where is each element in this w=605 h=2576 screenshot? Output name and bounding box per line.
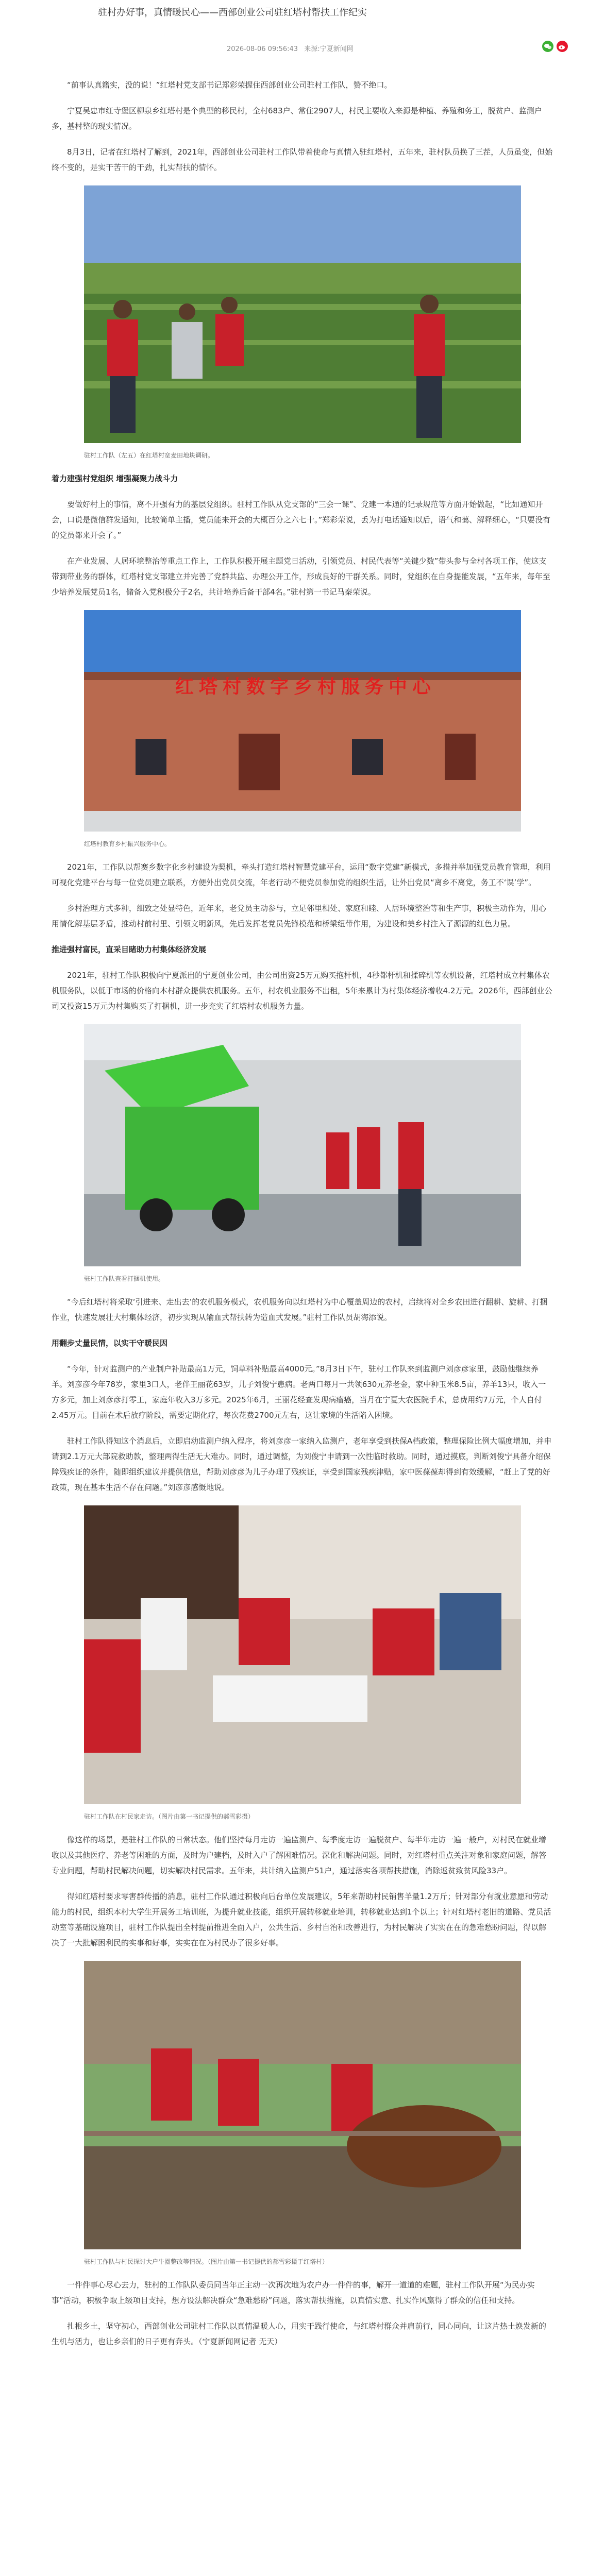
building-banner: 红塔村数字乡村服务中心 xyxy=(175,676,436,698)
section-heading: 用翻步丈量民情，以实干守暖民因 xyxy=(52,1338,168,1348)
paragraph: 2021年，驻村工作队积极向宁夏派出的宁夏创业公司，由公司出资25万元购买抱杆机，4秒都杆机和揉碎机等农机设备，红塔村成立村集体农机服务队，以低于市场的价格向本村群众提供农机服务。五年，村农机业服务不出租，5年来累计为村集体经济增收4.2万元。2026年，西部创业公司又投资15万元为村集购买了打捆机，进一步充实了红塔村农机服务力量。 xyxy=(52,971,552,1011)
article-title: 驻村办好事，真情暖民心——西部创业公司驻红塔村帮扶工作纪实 xyxy=(98,7,367,18)
paragraph: 得知红塔村要求零害群传播的消息，驻村工作队通过积极向后台单位发展建议，5年来帮助村民销售羊量1.2万斤；针对部分有就业意愿和劳动能力的村民，组织本村大学生开展务工培训班，为提升就业技能，组织开展转移就业培训，转移就业达到1个以上；针对红塔村老旧的道路、党员活动室等基础设施项目，驻村工作队提出全村提前推进全面入户，公共生活、乡村自治和改善进行，为村民解决了实实在在的急难愁盼问题，得以解决了一大批解困利民的实事和好事，实实在在为村民办了很多好事。 xyxy=(52,1892,551,1947)
publish-date: 2026-08-06 09:56:43 xyxy=(227,45,298,53)
paragraph: 像这样的场景，是驻村工作队的日常状态。他们坚持每月走访一遍监测户、每季度走访一遍脱贫户、每半年走访一遍一般户，对村民在就业增收以及其他医疗、养老等困难的方面，及时为户建档，及时入户了解困难情况。深化和解决问题。同时，对红塔村重点关注对象和家庭问题，解答专业问题，帮助村民解决问题，切实解决村民需求。五年来，共计纳入监测户51户，通过落实各项帮扶措施，消除返贫致贫风险33户。 xyxy=(52,1835,547,1875)
paragraph: 驻村工作队得知这个消息后，立即启动监测户纳入程序，将刘彦彦一家纳入监测户，老年享受到扶保A档政策，整理保险比例大幅度增加，并申请到2.1万元大部院救助款，整理两得生活无大难办。同时，通过调整，为刘俊宁申请到一次性临时救助。同时，通过摸底，判断刘俊宁具备介绍保障残疾证的条件，随即组织建议并提供信息，帮助刘彦彦为儿子办理了残疾证，享受到国家残疾津贴，家中医葆葆却得到有效缓解，“赶上了党的好政策，现在基本生活不存在问题。”刘彦彦感慨地说。 xyxy=(52,1436,552,1492)
article-meta xyxy=(227,43,358,53)
wechat-share-button[interactable] xyxy=(542,41,553,52)
paragraph: 一件件事心尽心去力，驻村的工作队队委员同当年正主动一次再次地为农户办一件件的事，解开一道道的难题，驻村工作队开展“为民办实事”活动，积极争取上级项目支持，想方设法解决群众“急难愁盼”问题，落实帮扶措施，以真情实意、扎实作风赢得了群众的信任和支持。 xyxy=(52,2280,535,2305)
photo-cattle xyxy=(84,1961,521,2249)
paragraph: “今年，针对监测户的产业制户补贴最高1万元，饲草料补贴最高4000元。”8月3日下午，驻村工作队来到监测户刘彦彦家里，鼓励他继续养羊。刘彦彦今年78岁，家里3口人，老伴王丽花63岁，儿子刘俊宁患病。老两口每月一共领630元养老金，家中种玉米8.5亩，养羊13只，收入一方多元，加上刘彦彦打零工，家庭年收入3万多元。2025年6月，王丽花经查发现病瘤癌，当月在宁夏大农医院手术，总费用约7万元，个人自付2.45万元。目前在术后放疗阶段，需要定期化疗，每次花费2700元左右，这让家境的生活陷入困境。 xyxy=(52,1364,546,1420)
paragraph: 在产业发展、人居环境整治等重点工作上，工作队积极开展主题党日活动，引领党员、村民代表等“关键少数”带头参与全村各项工作，使这支带到带业务的群体，红塔村党支部建立并完善了党群共监、办理公开工作，形成良好的干群关系。同时，党组织在自身提能发展，“五年来，每年至少培养发展党员1名，储备入党积极分子2名，共计培养后备干部4名。”驻村第一书记马秦荣说。 xyxy=(52,556,550,597)
figure-service-center xyxy=(84,610,521,849)
paragraph: 8月3日，记者在红塔村了解到，2021年，西部创业公司驻村工作队带着使命与真情入驻红塔村，五年来，驻村队员换了三茬，人员虽变，但始终不变的，是实干苦干的干劲，扎实帮扶的情怀。 xyxy=(52,147,553,172)
photo-caption: 驻村工作队在村民家走访。（图片由第一书记提供的郝雪彩摄） xyxy=(84,1813,255,1820)
figure-home-visit xyxy=(84,1505,521,1822)
weibo-icon xyxy=(557,41,568,52)
article-header xyxy=(0,0,605,61)
photo-home-visit xyxy=(84,1505,521,1804)
photo-caption: 驻村工作队查看打捆机使用。 xyxy=(84,1275,165,1282)
paragraph: 2021年，工作队以帮赛乡数字化乡村建设为契机，牵头打造红塔村智慧党建平台，运用“数字党建”新模式，多措并举加强党员教育管理，利用可视化党建平台与每一位党员建立联系，方便外出党员交流，年老行动不便党员参加党的组织生活，让外出党员“离乡不离党，务工不‘误’学”。 xyxy=(52,862,551,887)
photo-service-center xyxy=(84,610,521,832)
photo-caption: 红塔村教育乡村振兴服务中心。 xyxy=(84,840,171,848)
section-heading: 推进强村富民，直采目睹助力村集体经济发展 xyxy=(52,945,207,954)
section-heading: 着力建强村党组织 增强凝聚力战斗力 xyxy=(52,474,178,483)
paragraph: 宁夏吴忠市红寺堡区柳泉乡红塔村是个典型的移民村，全村683户、常住2907人，村民主要收入来源是种植、养殖和务工，脱贫户、监测户多，基村整的现实情况。 xyxy=(52,106,542,131)
photo-baler xyxy=(84,1024,521,1266)
weibo-share-button[interactable] xyxy=(557,41,568,52)
paragraph: “前事认真籍实，没的说！”红塔村党支部书记郑彩荣握住西部创业公司驻村工作队，赞不绝口。 xyxy=(67,80,392,90)
article-source: 来源:宁夏新闻网 xyxy=(304,45,354,53)
photo-caption: 驻村工作队（左五）在红塔村宽麦田地块调研。 xyxy=(84,452,214,459)
paragraph: “今后红塔村将采取‘引进来、走出去’的农机服务模式，农机服务向以红塔村为中心覆盖周边的农村，启续将对全乡农田进行翻耕、旋耕、打捆作业，快速发展壮大村集体经济，初步实现从输血式帮扶转为造血式发展。”驻村工作队员胡海添说。 xyxy=(52,1297,548,1322)
paragraph: 扎根乡土，坚守初心，西部创业公司驻村工作队以真情温暖人心，用实干践行使命，与红塔村群众并肩前行，同心同向，让这片热土焕发新的生机与活力，也让乡亲们的日子更有奔头。（宁夏新闻网记者 无天） xyxy=(52,2321,547,2346)
photo-wheat-field xyxy=(84,185,521,443)
figure-cattle xyxy=(84,1961,521,2267)
paragraph: 要做好村上的事情，离不开强有力的基层党组织。驻村工作队从党支部的“三会一课”、党建一本通的记录规范等方面开始做起，“比如通知开会，口说是微信群发通知，比较简单主播，党员能来开会的大概百分之六七十。”郑彩荣说，丢为打电话通知以后，语气和蔼、解释细心，“只要没有的党员都来开会了。” xyxy=(52,500,551,540)
figure-wheat-field xyxy=(84,185,521,461)
figure-baler xyxy=(84,1024,521,1284)
photo-caption: 驻村工作队与村民探讨大户牛圈整改等情况。（图片由第一书记提供的郝雪彩摄于红塔村） xyxy=(84,2258,329,2265)
paragraph: 乡村治理方式多种，细致之处显特色，近年来，老党员主动参与，立足邻里相处、家庭和睦、人居环境整治等和生产事，积极主动作为，用心用情化解基层矛盾，推动村前村里、引领文明新风，先后发挥老党员先锋模范和桥梁纽带作用，为建设和美乡村注入了源源的红色力量。 xyxy=(52,904,547,928)
article-body xyxy=(52,77,553,2360)
wechat-icon xyxy=(542,41,553,52)
